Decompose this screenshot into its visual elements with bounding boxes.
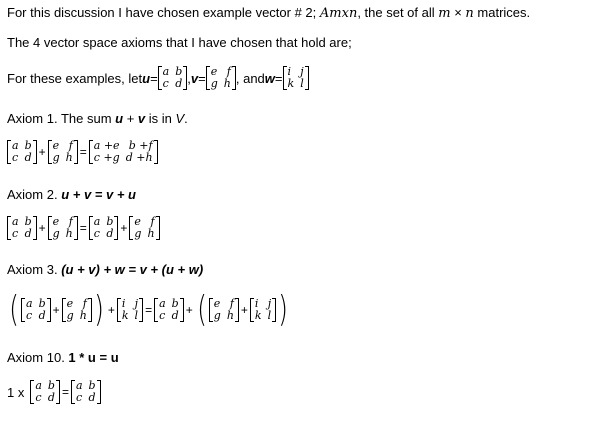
intro-n: n — [465, 6, 474, 21]
a10u2: c — [35, 391, 42, 404]
ax3-matrix-w — [117, 298, 143, 322]
axiom2-expr: u + v = v + u — [61, 187, 136, 202]
ax3-plus-3: + — [185, 303, 193, 317]
mv-2: g — [210, 77, 218, 90]
a3v2: g — [66, 309, 74, 322]
ax3-plus-1: + — [52, 303, 60, 317]
a2v0: e — [52, 215, 60, 228]
mu-3: d — [175, 77, 183, 90]
a1s2: c +g — [93, 151, 120, 164]
ax2-matrix-u2 — [89, 216, 119, 240]
axiom1-V: V — [175, 111, 185, 126]
examples-eq-w: = — [274, 70, 283, 86]
axiom3-heading — [7, 262, 203, 277]
examples-comma-1: , — [187, 70, 191, 86]
intro-rest-a: , the set of all — [357, 5, 439, 20]
a3w2: k — [121, 309, 129, 322]
ax3-lparen-1: ( — [9, 289, 19, 330]
axiom10-label: Axiom 10. — [7, 350, 69, 365]
ax3-matrix-w2 — [250, 298, 276, 322]
a1u0: a — [12, 139, 19, 152]
mv-3: h — [223, 77, 231, 90]
a3d3: l — [267, 309, 272, 322]
mw-3: l — [300, 77, 304, 90]
a3c0: e — [213, 297, 221, 310]
ax2-matrix-u — [7, 216, 37, 240]
a2b1: b — [106, 215, 114, 228]
ax10-one-x: 1 x — [7, 384, 25, 400]
a3b0: a — [159, 297, 166, 310]
a3u2: c — [26, 309, 33, 322]
a10b1: b — [88, 379, 96, 392]
a1s0: a +e — [93, 139, 120, 152]
intro-math-Amxn: Amxn — [319, 6, 358, 21]
a2u1: b — [24, 215, 32, 228]
mv-0: e — [210, 65, 218, 78]
mu-0: a — [162, 65, 170, 78]
mu-2: c — [162, 77, 169, 90]
a10u3: d — [47, 391, 55, 404]
axiom3-expr: (u + v) + w = v + (u + w) — [61, 262, 204, 277]
examples-eq-u: = — [150, 70, 158, 86]
axiom1-v: v — [137, 111, 146, 126]
a3d2: k — [254, 309, 262, 322]
a2u2: c — [12, 227, 19, 240]
axiom1-equation — [7, 140, 158, 164]
ax1-matrix-sum — [89, 140, 158, 164]
a2b2: c — [93, 227, 100, 240]
a1u1: b — [24, 139, 32, 152]
intro-line — [7, 5, 530, 21]
axioms-intro: The 4 vector space axioms that I have chosen that hold are; — [7, 35, 352, 50]
matrix-u — [158, 66, 188, 90]
axiom2-label: Axiom 2. — [7, 187, 62, 202]
ax2-matrix-v — [48, 216, 78, 240]
a2c1: f — [150, 215, 155, 228]
ax3-plus-4: + — [240, 303, 248, 317]
a10b0: a — [75, 379, 83, 392]
a2c0: e — [134, 215, 141, 228]
a3v0: e — [66, 297, 74, 310]
ax10-matrix-u2 — [71, 380, 101, 404]
ax10-matrix-u — [30, 380, 60, 404]
mu-1: b — [175, 65, 183, 78]
axiom1-plus: + — [123, 111, 138, 126]
axiom3-label: Axiom 3. — [7, 262, 62, 277]
mw-1: j — [300, 65, 304, 78]
a1u2: c — [12, 151, 19, 164]
examples-w: w — [264, 70, 275, 86]
a10u1: b — [47, 379, 55, 392]
a1v3: h — [65, 151, 73, 164]
ax3-matrix-v2 — [209, 298, 239, 322]
a3w0: i — [121, 297, 126, 310]
a3u1: b — [38, 297, 46, 310]
examples-prefix: For these examples, let — [7, 70, 143, 86]
a3c1: f — [229, 297, 234, 310]
ax3-matrix-v — [62, 298, 92, 322]
a10u0: a — [35, 379, 42, 392]
a1v1: f — [68, 139, 73, 152]
axiom10-equation — [7, 380, 101, 404]
mw-0: i — [287, 65, 292, 78]
a3w1: j — [134, 297, 139, 310]
ax1-matrix-v — [48, 140, 78, 164]
ax10-equals: = — [61, 385, 69, 399]
a2v2: g — [52, 227, 60, 240]
a3b2: c — [159, 309, 166, 322]
examples-and: , and — [235, 70, 265, 86]
a2c2: g — [134, 227, 142, 240]
ax1-plus: + — [38, 145, 46, 159]
ax3-plus-2: + — [107, 303, 115, 317]
ax3-matrix-u — [21, 298, 51, 322]
axiom3-equation — [7, 289, 290, 330]
ax2-matrix-v2 — [129, 216, 159, 240]
a3v1: f — [82, 297, 87, 310]
a10b3: d — [88, 391, 96, 404]
mv-1: f — [226, 65, 231, 78]
a2b0: a — [93, 215, 101, 228]
axiom1-u: u — [115, 111, 124, 126]
a1u3: d — [24, 151, 32, 164]
matrix-w — [283, 66, 309, 90]
axiom1-tail: is in — [145, 111, 176, 126]
a1s1: b +f — [128, 139, 153, 152]
ax3-rparen-1: ) — [93, 289, 104, 330]
examples-u: u — [142, 70, 151, 86]
a3u0: a — [26, 297, 33, 310]
a1s3: d +h — [125, 151, 153, 164]
ax3-equals: = — [145, 303, 153, 317]
a2b3: d — [106, 227, 114, 240]
a1v2: g — [52, 151, 60, 164]
a1v0: e — [52, 139, 60, 152]
a2v1: f — [68, 215, 73, 228]
axiom1-heading — [7, 111, 188, 126]
a3b1: b — [171, 297, 179, 310]
intro-m: m — [438, 6, 451, 21]
a3b3: d — [171, 309, 179, 322]
intro-text: For this discussion I have chosen example vector # 2; — [7, 5, 320, 20]
ax3-lparen-2: ( — [196, 289, 207, 330]
intro-rest-b: matrices. — [473, 5, 531, 20]
ax2-plus-1: + — [38, 221, 46, 235]
a2v3: h — [65, 227, 73, 240]
intro-times: × — [454, 5, 462, 20]
a3w3: l — [134, 309, 139, 322]
examples-line — [7, 66, 309, 90]
ax1-matrix-u — [7, 140, 37, 164]
ax3-matrix-u2 — [154, 298, 184, 322]
a3c2: g — [213, 309, 221, 322]
ax2-plus-2: + — [120, 221, 128, 235]
axiom1-label: Axiom 1. The sum — [7, 111, 116, 126]
ax1-equals: = — [79, 145, 87, 159]
matrix-v — [206, 66, 236, 90]
a3d1: j — [267, 297, 272, 310]
examples-eq-v: = — [198, 70, 206, 86]
a3u3: d — [38, 309, 46, 322]
mw-2: k — [287, 77, 295, 90]
axiom10-expr: 1 * u = u — [68, 350, 119, 365]
a3d0: i — [254, 297, 259, 310]
a3v3: h — [79, 309, 87, 322]
ax3-rparen-2: ) — [278, 289, 289, 330]
axiom2-heading — [7, 187, 136, 202]
axiom1-dot: . — [184, 111, 188, 126]
ax2-equals: = — [79, 221, 87, 235]
examples-v: v — [190, 70, 199, 86]
a3c3: h — [226, 309, 234, 322]
axiom2-equation — [7, 216, 160, 240]
axiom10-heading — [7, 350, 119, 365]
a2u3: d — [24, 227, 32, 240]
a2u0: a — [12, 215, 19, 228]
a2c3: h — [147, 227, 155, 240]
a10b2: c — [75, 391, 83, 404]
